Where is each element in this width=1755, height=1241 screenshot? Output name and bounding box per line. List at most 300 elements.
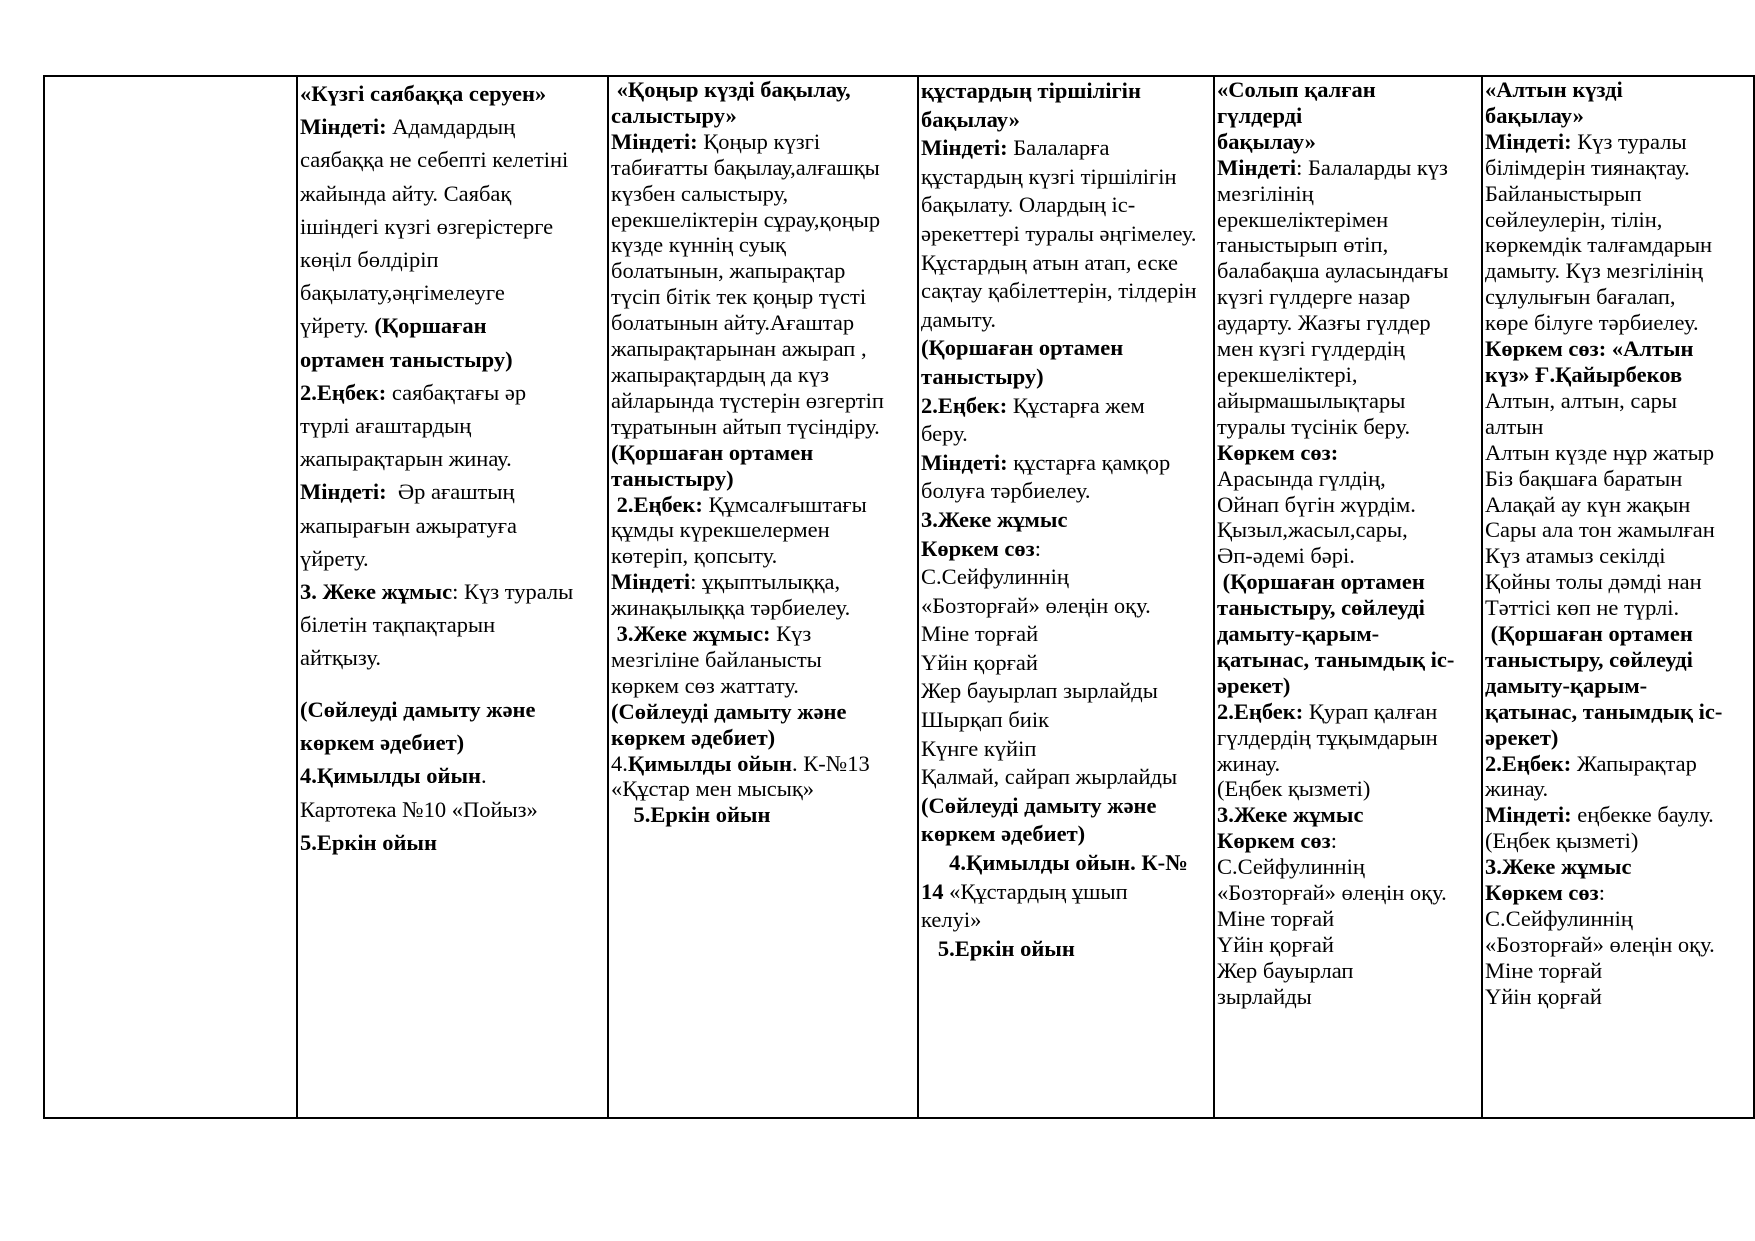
text-run: алтын <box>1485 413 1544 439</box>
text-run: Міндеті: <box>300 114 393 140</box>
text-run: С.Сейфулиннің <box>1485 906 1633 931</box>
text-line <box>300 376 605 409</box>
text-run: . <box>481 763 487 789</box>
text-run: тұратынын айтып түсіндіру. <box>611 413 880 439</box>
day-5-content <box>1485 77 1751 1010</box>
text-line <box>921 334 1211 363</box>
text-line <box>300 693 605 726</box>
text-run: (Сөйлеуді дамыту және <box>300 696 536 722</box>
text-line <box>611 232 915 258</box>
text-line <box>1485 647 1751 673</box>
text-line <box>300 759 605 792</box>
text-run: «Күзгі саябаққа серуен» <box>300 81 547 106</box>
text-run: салыстыру» <box>611 102 737 128</box>
text-run: 2.Еңбек: <box>1485 750 1577 776</box>
text-line <box>611 103 915 129</box>
text-line <box>1217 595 1479 621</box>
text-run: беру. <box>921 421 968 447</box>
text-line <box>921 620 1211 649</box>
text-line <box>611 751 915 777</box>
text-line <box>1485 362 1751 388</box>
text-run: еңбекке баулу. <box>1577 802 1714 828</box>
text-line <box>1485 388 1751 414</box>
text-run: дамыту. <box>921 306 996 332</box>
text-line <box>300 243 605 276</box>
text-run: саябақтағы әр <box>391 379 527 405</box>
plan-table <box>43 75 1755 1119</box>
text-line <box>1485 440 1751 466</box>
text-run: 2.Еңбек: <box>921 392 1013 418</box>
text-run: көркемдік талғамдарын <box>1485 232 1713 258</box>
text-run: «Қоңыр күзді бақылау, <box>611 77 851 102</box>
text-run: Үйін қорғай <box>1485 983 1602 1009</box>
text-line <box>921 77 1211 106</box>
text-run: : Күз туралы <box>452 579 574 605</box>
text-run: (Еңбек қызметі) <box>1217 776 1371 802</box>
text-run: (Қоршаған <box>374 313 487 339</box>
text-line <box>1217 103 1479 129</box>
text-line <box>1217 362 1479 388</box>
text-line <box>300 409 605 442</box>
text-run: (Қоршаған ортамен <box>1485 621 1693 647</box>
text-run: Қалмай, сайрап жырлайды <box>921 764 1178 790</box>
text-line <box>1485 129 1751 155</box>
text-run: үйрету. <box>300 545 369 571</box>
text-line <box>1485 284 1751 310</box>
text-run: Көркем сөз <box>1485 880 1599 906</box>
text-line <box>1217 543 1479 569</box>
text-run: 3.Жеке жұмыс: <box>611 621 777 647</box>
text-line <box>921 792 1211 821</box>
text-run: жапырақтарынан ажырап , <box>611 336 867 362</box>
day-cell-4 <box>1214 76 1482 1118</box>
text-line <box>1217 336 1479 362</box>
text-line <box>1485 725 1751 751</box>
text-run: таныстыру) <box>611 465 734 491</box>
text-line <box>1485 673 1751 699</box>
text-line <box>300 542 605 575</box>
text-run: көркем әдебиет) <box>921 821 1086 847</box>
text-run: балабақша ауласындағы <box>1217 258 1449 284</box>
text-line <box>611 725 915 751</box>
text-run: айларында түстерін өзгертіп <box>611 387 884 413</box>
text-run: күзбен салыстыру, <box>611 180 789 206</box>
text-line <box>300 641 605 674</box>
text-run: болуға тәрбиелеу. <box>921 478 1091 504</box>
text-run: 5.Еркін ойын <box>611 802 771 828</box>
text-line <box>611 802 915 828</box>
text-run: ерекшеліктері, <box>1217 361 1358 387</box>
text-run: ортамен таныстыру) <box>300 346 513 372</box>
text-line <box>1217 517 1479 543</box>
text-run: айырмашылықтары <box>1217 387 1406 413</box>
text-line <box>1485 336 1751 362</box>
text-line <box>1485 906 1751 932</box>
text-run: жапырақтарын жинау. <box>300 446 512 472</box>
text-run: 3. Жеке жұмыс <box>300 579 453 605</box>
text-line <box>921 649 1211 678</box>
text-line <box>1485 466 1751 492</box>
text-line <box>921 191 1211 220</box>
text-line <box>921 535 1211 564</box>
text-run: дамыту. Күз мезгілінің <box>1485 258 1704 284</box>
text-run: Тәттісі көп не түрлі. <box>1485 595 1680 621</box>
text-run: жинақылыққа тәрбиелеу. <box>611 595 851 621</box>
text-run: «Құстар мен мысық» <box>611 776 814 802</box>
text-run: таныстыру, сөйлеуді <box>1485 646 1693 672</box>
text-run: білетін тақпақтарын <box>300 612 496 638</box>
text-run: Міндеті <box>1217 154 1297 180</box>
text-run: сөйлеулерін, тілін, <box>1485 206 1663 232</box>
text-run: С.Сейфулиннің <box>1217 854 1365 880</box>
text-line <box>611 336 915 362</box>
text-run: Міндеті: <box>1485 128 1578 154</box>
text-line <box>921 563 1211 592</box>
text-run: (Қоршаған ортамен <box>1217 569 1425 595</box>
text-line <box>921 163 1211 192</box>
text-line <box>1485 181 1751 207</box>
day-cell-5 <box>1482 76 1754 1118</box>
text-run: : <box>1598 880 1605 906</box>
text-line <box>300 475 605 508</box>
text-run: Міндеті <box>611 569 691 595</box>
text-line <box>1485 595 1751 621</box>
text-run: Үйін қорғай <box>921 649 1038 675</box>
text-line <box>921 306 1211 335</box>
text-line <box>1485 155 1751 181</box>
text-run: Күз атамыз секілді <box>1485 543 1666 569</box>
text-run: сақтау қабілеттерін, тілдерін <box>921 278 1197 304</box>
text-run: Міндеті: <box>921 449 1014 475</box>
text-run: Міндеті: <box>921 135 1014 161</box>
text-run: Сары ала тон жамылған <box>1485 517 1715 543</box>
text-line <box>1217 802 1479 828</box>
text-run: күзгі гүлдерге назар <box>1217 284 1411 310</box>
text-line <box>1217 906 1479 932</box>
text-run: қатынас, танымдық іс- <box>1485 698 1723 724</box>
text-line <box>1217 854 1479 880</box>
text-line <box>300 575 605 608</box>
text-line <box>1485 932 1751 958</box>
text-line <box>300 309 605 342</box>
text-line <box>1217 958 1479 984</box>
text-run: Көркем сөз: <box>1217 439 1339 465</box>
text-line <box>611 595 915 621</box>
text-line <box>1485 77 1751 103</box>
text-run: құмды күрекшелермен <box>611 517 830 543</box>
text-line <box>1485 751 1751 777</box>
text-run: Әп-әдемі бәрі. <box>1217 543 1355 569</box>
text-line <box>611 517 915 543</box>
text-line <box>921 763 1211 792</box>
text-run: Құстардың атын атап, еске <box>921 249 1178 275</box>
text-run: 14 <box>921 878 950 904</box>
text-run: бақылау» <box>921 106 1020 132</box>
text-line <box>1217 699 1479 725</box>
text-run: гүлдерді <box>1217 102 1303 128</box>
text-line <box>921 277 1211 306</box>
text-line <box>921 106 1211 135</box>
text-line <box>1217 776 1479 802</box>
text-line <box>300 210 605 243</box>
text-run: Құстарға жем <box>1012 392 1145 418</box>
text-line <box>611 673 915 699</box>
text-run: ерекшеліктерімен <box>1217 206 1389 232</box>
text-line <box>300 793 605 826</box>
day-cell-1 <box>297 76 608 1118</box>
text-run: Адамдардың <box>392 114 516 140</box>
text-run: әрекеттері туралы әңгімелеу. <box>921 220 1197 246</box>
text-line <box>1217 284 1479 310</box>
text-run: Шырқап биік <box>921 707 1050 733</box>
text-run: 2.Еңбек: <box>300 379 392 405</box>
text-line <box>611 310 915 336</box>
text-run: Құмсалғыштағы <box>708 491 867 517</box>
day-3-content <box>921 77 1211 963</box>
text-line <box>921 220 1211 249</box>
text-line <box>611 569 915 595</box>
text-run: құстардың күзгі тіршілігін <box>921 163 1177 189</box>
text-run: әрекет) <box>1217 672 1291 698</box>
text-line <box>1485 517 1751 543</box>
text-line <box>921 249 1211 278</box>
text-run: көтеріп, қопсыту. <box>611 543 778 569</box>
text-run: «Алтын күзді <box>1485 77 1623 102</box>
text-run: (Сөйлеуді дамыту және <box>921 792 1157 818</box>
text-line <box>1217 725 1479 751</box>
text-line <box>1217 621 1479 647</box>
text-run: жайында айту. Саябақ <box>300 180 512 206</box>
text-run: әрекет) <box>1485 724 1559 750</box>
text-line <box>611 388 915 414</box>
text-run: 4.Қимылды ойын. К-№ <box>921 850 1188 876</box>
text-line <box>300 110 605 143</box>
text-run: 5.Еркін ойын <box>300 829 437 855</box>
text-run: көңіл бөлдіріп <box>300 247 439 273</box>
text-line <box>1217 388 1479 414</box>
text-run: 3.Жеке жұмыс <box>1485 854 1632 880</box>
text-line <box>1217 232 1479 258</box>
text-line <box>921 878 1211 907</box>
text-run: ерекшеліктерін сұрау,қоңыр <box>611 206 881 232</box>
text-run: бақылау» <box>1485 102 1584 128</box>
text-run: мезгілінің <box>1217 180 1314 206</box>
text-line <box>611 414 915 440</box>
text-line <box>300 826 605 859</box>
text-line <box>300 442 605 475</box>
text-line <box>1217 828 1479 854</box>
text-run: келуі» <box>921 907 982 933</box>
text-line <box>1217 984 1479 1010</box>
text-run: Міндеті: <box>300 479 393 505</box>
text-line <box>921 449 1211 478</box>
text-line <box>1485 854 1751 880</box>
text-run: Біз бақшаға баратын <box>1485 465 1683 491</box>
text-line <box>921 849 1211 878</box>
day-cell-2 <box>608 76 918 1118</box>
text-line <box>1217 77 1479 103</box>
text-run: 4.Қимылды ойын <box>300 763 481 789</box>
text-line <box>611 129 915 155</box>
text-line <box>611 207 915 233</box>
text-run: Қойны толы дәмді нан <box>1485 569 1702 595</box>
text-line <box>921 735 1211 764</box>
text-run: Міне торғай <box>1217 906 1335 931</box>
text-run: Көркем сөз <box>921 535 1035 561</box>
text-run: түрлі ағаштардың <box>300 413 472 439</box>
text-line <box>611 284 915 310</box>
text-run: : Балаларды күз <box>1296 154 1448 180</box>
text-line <box>1217 129 1479 155</box>
text-run: 3.Жеке жұмыс <box>921 506 1068 532</box>
text-line <box>921 392 1211 421</box>
text-line <box>1485 103 1751 129</box>
text-line <box>1485 958 1751 984</box>
text-line <box>611 543 915 569</box>
text-run: Қызыл,жасыл,сары, <box>1217 517 1408 543</box>
text-run: Әр ағаштың <box>392 479 515 505</box>
text-run: «Бозторғай» өлеңін оқу. <box>1485 931 1715 957</box>
text-run: Қурап қалған <box>1308 698 1438 724</box>
text-line <box>1217 310 1479 336</box>
text-run: зырлайды <box>1217 983 1312 1009</box>
text-run: 3.Жеке жұмыс <box>1217 802 1364 828</box>
text-run: табиғатты бақылау,алғашқы <box>611 154 880 180</box>
text-line <box>300 509 605 542</box>
text-line <box>300 77 605 110</box>
text-run: ішіндегі күзгі өзгерістерге <box>300 213 554 239</box>
text-line <box>921 706 1211 735</box>
day-2-content <box>611 77 915 828</box>
text-run: құстардың тіршілігін <box>921 78 1141 103</box>
text-run: жинау. <box>1485 776 1549 802</box>
text-line <box>1217 414 1479 440</box>
text-run: Ойнап бүгін жүрдім. <box>1217 491 1416 517</box>
text-run: болатынын айту.Ағаштар <box>611 310 855 336</box>
text-run: «Солып қалған <box>1217 77 1376 102</box>
text-run: көркем сөз жаттату. <box>611 672 799 698</box>
text-run: С.Сейфулиннің <box>921 564 1069 590</box>
text-run: көркем әдебиет) <box>611 724 776 750</box>
text-line <box>1485 543 1751 569</box>
text-line <box>611 362 915 388</box>
text-run: Алақай ау күн жақын <box>1485 491 1691 517</box>
text-line <box>1217 440 1479 466</box>
text-run: 4. <box>611 750 628 776</box>
text-run: түсіп бітік тек қоңыр түсті <box>611 284 867 310</box>
text-run: бақылау» <box>1217 128 1316 154</box>
text-run: мен күзгі гүлдердің <box>1217 336 1405 362</box>
text-run: Алтын күзде нұр жатыр <box>1485 439 1715 465</box>
text-run: Жапырақтар <box>1576 750 1697 776</box>
text-run: Қимылды ойын <box>627 750 792 776</box>
text-run: «Бозторғай» өлеңін оқу. <box>1217 880 1447 906</box>
text-run: Міне торғай <box>921 621 1039 647</box>
text-run: Балаларға <box>1013 135 1110 161</box>
text-run: туралы түсінік беру. <box>1217 413 1411 439</box>
text-line <box>611 699 915 725</box>
text-run: Байланыстырып <box>1485 180 1642 206</box>
text-run: Күз туралы <box>1577 128 1687 154</box>
text-line <box>611 647 915 673</box>
text-run: білімдерін тиянақтау. <box>1485 154 1690 180</box>
text-line <box>921 592 1211 621</box>
text-line <box>921 820 1211 849</box>
text-run: «Бозторғай» өлеңін оқу. <box>921 592 1151 618</box>
text-run: күз» Ғ.Қайырбеков <box>1485 361 1683 387</box>
text-line <box>611 440 915 466</box>
label-cell <box>44 76 297 1118</box>
text-run: Міне торғай <box>1485 957 1603 983</box>
text-run: 5.Еркін ойын <box>921 935 1075 961</box>
text-line <box>1217 932 1479 958</box>
text-run: Көркем сөз <box>1217 828 1331 854</box>
text-line <box>921 420 1211 449</box>
text-run: «Құстардың ұшып <box>949 878 1128 904</box>
text-run: жинау. <box>1217 750 1281 776</box>
text-run: саябаққа не себепті келетіні <box>300 147 569 173</box>
text-line <box>1217 751 1479 777</box>
text-run: мезгіліне байланысты <box>611 646 822 672</box>
text-line <box>300 608 605 641</box>
text-run: таныстыру) <box>921 363 1044 389</box>
text-run: көркем әдебиет) <box>300 730 465 756</box>
text-run: : <box>1034 535 1041 561</box>
text-line <box>1485 258 1751 284</box>
text-line <box>1217 466 1479 492</box>
text-line <box>921 677 1211 706</box>
text-run: 2.Еңбек: <box>611 491 709 517</box>
text-run: (Еңбек қызметі) <box>1485 828 1639 854</box>
text-line <box>1485 699 1751 725</box>
text-line <box>1485 569 1751 595</box>
text-run: бақылату. Олардың іс- <box>921 192 1136 218</box>
text-run: . К-№13 <box>792 750 870 776</box>
text-run: Күнге күйіп <box>921 735 1037 761</box>
text-line <box>300 675 605 693</box>
text-line <box>300 726 605 759</box>
text-line <box>921 906 1211 935</box>
text-run: көре білуге тәрбиелеу. <box>1485 310 1699 336</box>
text-line <box>1217 492 1479 518</box>
text-run: жапырағын ажыратуға <box>300 512 517 538</box>
text-run: дамыту-қарым- <box>1485 672 1648 698</box>
text-line <box>611 466 915 492</box>
text-line <box>921 477 1211 506</box>
text-line <box>921 506 1211 535</box>
text-line <box>611 492 915 518</box>
text-line <box>1485 828 1751 854</box>
text-run: аударту. Жазғы гүлдер <box>1217 310 1431 336</box>
text-line <box>921 935 1211 964</box>
text-run: : ұқыптылыққа, <box>690 569 841 595</box>
text-line <box>1217 673 1479 699</box>
text-run: Картотека №10 «Пойыз» <box>300 796 538 822</box>
text-run: айтқызу. <box>300 645 381 671</box>
text-line <box>1485 776 1751 802</box>
text-line <box>921 363 1211 392</box>
text-run: Күз <box>776 621 812 647</box>
text-line <box>611 621 915 647</box>
text-line <box>611 776 915 802</box>
text-line <box>1485 492 1751 518</box>
text-run: 2.Еңбек: <box>1217 698 1309 724</box>
table-row <box>44 76 1754 1118</box>
text-run: қатынас, танымдық іс- <box>1217 646 1455 672</box>
text-run: Қоңыр күзгі <box>703 128 821 154</box>
day-4-content <box>1217 77 1479 1010</box>
text-run: бақылату,әңгімелеуге <box>300 280 505 306</box>
